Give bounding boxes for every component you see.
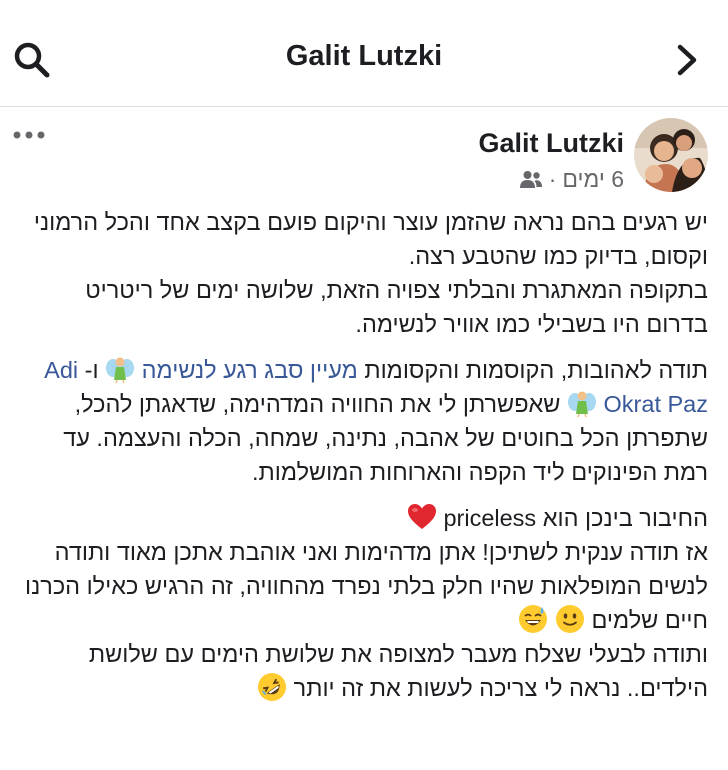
post-paragraph xyxy=(20,501,708,535)
fairy-emoji xyxy=(567,388,597,418)
post-paragraph: בתקופה המאתגרת והבלתי צפויה הזאת, שלושה ימים של ריטריט בדרום היו בשבילי כמו אוויר לנשימה. xyxy=(85,277,708,337)
post-paragraph xyxy=(20,535,708,637)
rolling-on-floor-laughing-emoji xyxy=(257,672,287,702)
post-body xyxy=(20,205,708,705)
paragraph-text: ו- xyxy=(84,357,99,383)
post-author-name[interactable]: Galit Lutzki xyxy=(478,128,624,158)
friends-icon xyxy=(519,169,543,189)
paragraph-text: ותודה לבעלי שצלח מעבר למצופה את שלושת הימים עם שלושת הילדים.. נראה לי צריכה לעשות את זה יותר xyxy=(88,641,708,701)
meta-separator: · xyxy=(548,165,557,192)
top-navigation-bar xyxy=(0,0,728,107)
profile-photo xyxy=(634,118,708,192)
post-meta xyxy=(519,166,624,192)
slightly-smiling-face-emoji xyxy=(555,604,585,634)
chevron-right-icon[interactable] xyxy=(674,42,700,78)
paragraph-text: אז תודה ענקית לשתיכן! אתן מדהימות ואני אוהבת אתכן מאוד ותודה לנשים המופלאות שהיו חלק בלתי נפרד מהחוויה, זה הרגיש כאילו הכרנו חיים שלמים xyxy=(25,539,708,633)
post-paragraph xyxy=(20,637,708,705)
post-paragraph xyxy=(20,353,708,489)
post-paragraph: יש רגעים בהם נראה שהזמן עוצר והיקום פועם בקצב אחד והכל הרמוני וקסום, בדיוק כמו שהטבע רצה. xyxy=(33,209,708,269)
grinning-face-with-sweat-emoji xyxy=(518,604,548,634)
mention-link-adi-okrat-paz[interactable]: Adi Okrat Paz xyxy=(44,357,708,417)
post-time[interactable]: 6 ימים xyxy=(562,165,624,192)
paragraph-text: שאפשרתן לי את החוויה המדהימה, שדאגתן להכל, שתפרתן הכל בחוטים של אהבה, נתינה, שמחה, הכלה והעצמה. עד רמת הפינוקים ליד הקפה והארוחות המושלמות. xyxy=(63,391,708,485)
paragraph-text: תודה לאהובות, הקוסמות והקסומות xyxy=(364,357,708,383)
mention-link-maayan[interactable]: מעיין סבג רגע לנשימה xyxy=(141,357,358,383)
avatar[interactable] xyxy=(634,118,708,192)
red-heart-emoji xyxy=(407,502,437,532)
paragraph-text: החיבור בינכן הוא priceless xyxy=(443,505,708,531)
more-horizontal-icon[interactable] xyxy=(12,128,46,142)
page-title: Galit Lutzki xyxy=(285,40,443,72)
fairy-emoji xyxy=(105,354,135,384)
